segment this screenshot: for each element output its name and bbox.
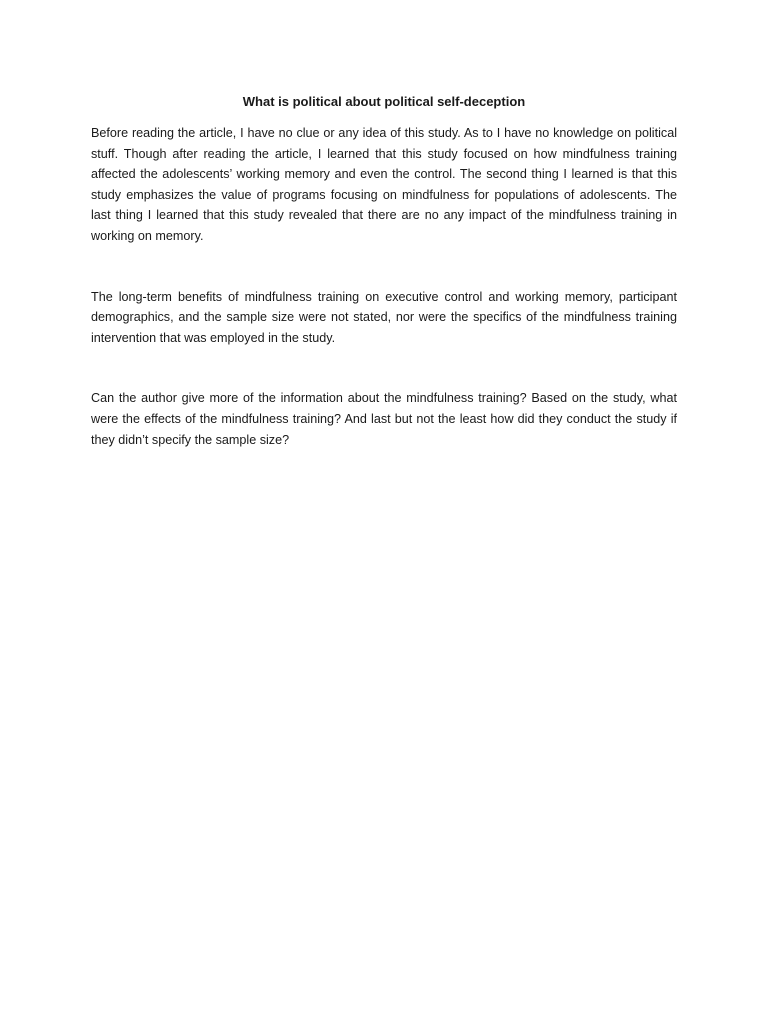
paragraph-1: Before reading the article, I have no clue or any idea of this study. As to I have no knowledge on political stuff. Though after reading the article, I learned that this study focused on how mindfulness training affected the adolescents’ working memory and even the control. The second thing I learned is that this study emphasizes the value of programs focusing on mindfulness for populations of adolescents. The last thing I learned that this study revealed that there are no any impact of the mindfulness training in working on memory. xyxy=(91,126,677,243)
document-title: What is political about political self-deception xyxy=(242,94,526,109)
paragraph-3: Can the author give more of the information about the mindfulness training? Based on the study, what were the effects of the mindfulness training? And last but not the least how did they conduct the study if they didn’t specify the sample size? xyxy=(91,391,677,447)
paragraph-2: The long-term benefits of mindfulness training on executive control and working memory, participant demographics, and the sample size were not stated, nor were the specifics of the mindfulness training intervention that was employed in the study. xyxy=(91,289,677,345)
document-body xyxy=(91,94,677,450)
